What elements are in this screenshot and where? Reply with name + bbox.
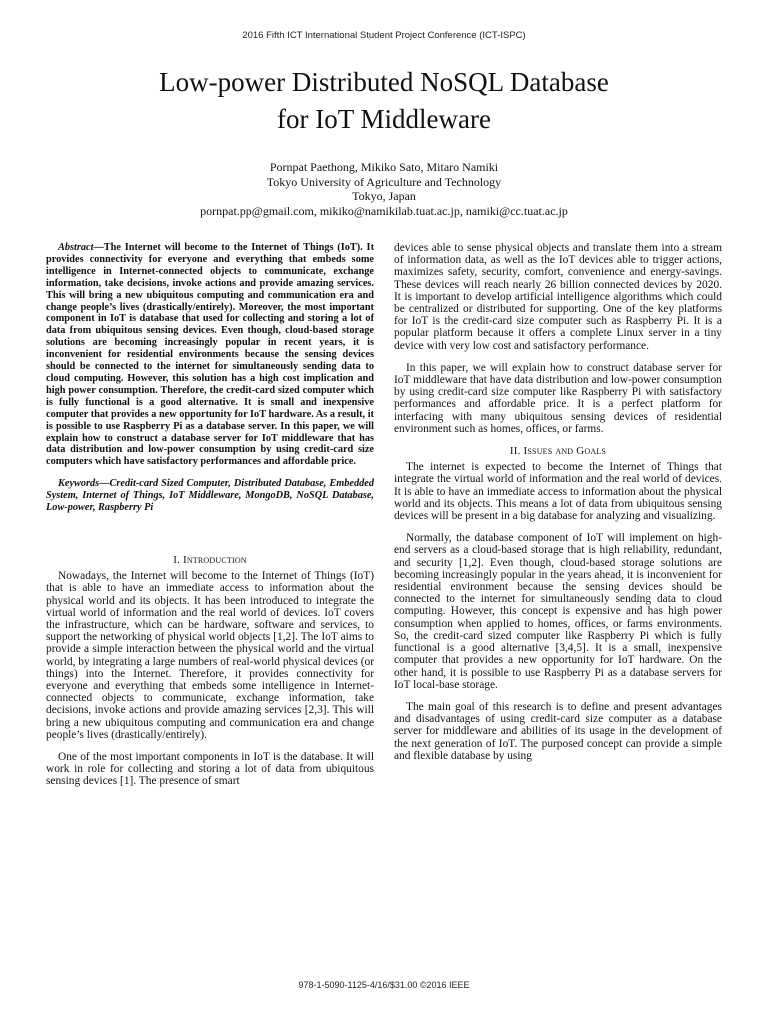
abstract bbox=[46, 242, 374, 468]
keywords bbox=[46, 478, 374, 514]
paragraph: The main goal of this research is to define and present advantages and disadvantages of using credit-card size computer as a database server for middleware and abilities of its usage in the development of the next generation of IoT. The purposed concept can provide a simple and flexible database by using bbox=[394, 700, 722, 762]
paragraph: Normally, the database component of IoT will implement on high-end servers as a cloud-based storage that is high reliability, redundant, and security [1,2]. Even though, cloud-based storage solutions are becoming increasingly popular in the years ahead, it is inconvenient for residential environment because the sensing devices should be connected to the internet for simultaneously sending data to cloud computing. However, this concept is expensive and has high power consumption when applied to homes, offices, or farms environments. So, the credit-card sized computer like Raspberry Pi which is fully functional is a good alternative [3,4,5]. It is a small, inexpensive computer that provides a new opportunity for IoT hardware. On the other hand, it is possible to use Raspberry Pi as a database servers for IoT local-base storage. bbox=[394, 532, 722, 691]
paragraph: Nowadays, the Internet will become to the Internet of Things (IoT) that is able to have an immediate access to information about the physical world and its objects. It has been introduced to integrate the virtual world of information and the real world of devices. IoT covers the infrastructure, which can be hardware, software and services, to support the networking of physical world objects [1,2]. The IoT aims to provide a simple interaction between the physical world and the virtual world, by integrating a large numbers of real-world physical devices (or things) into the Internet. Therefore, it provides connectivity for everyone and everything that embeds some intelligence in Internet-connected objects to communicate, exchange information, take decisions, invoke actions and provide amazing services [2,3]. This will bring a new ubiquitous computing and communication era and change people’s lives (drastically/entirely). bbox=[46, 570, 374, 741]
conference-header: 2016 Fifth ICT International Student Project Conference (ICT-ISPC) bbox=[242, 30, 526, 41]
title-line-1: Low-power Distributed NoSQL Database bbox=[159, 67, 609, 97]
keywords-text: —Credit-card Sized Computer, Distributed Database, Embedded System, Internet of Things, IoT Middleware, MongoDB, NoSQL Database, Low-power, Raspberry Pi bbox=[46, 478, 374, 514]
author-names: Pornpat Paethong, Mikiko Sato, Mitaro Namiki bbox=[269, 160, 499, 174]
abstract-label: Abstract bbox=[58, 242, 94, 253]
section-heading-issues-goals: II. Issues and Goals bbox=[509, 445, 607, 458]
abstract-text: —The Internet will become to the Internet of Things (IoT). It provides connectivity for everyone and everything that embeds some intelligence in Internet-connected objects to communicate, exchange information, take decisions, invoke actions and provide amazing services. This will bring a new ubiquitous computing and communication era and change people’s lives (drastically/entirely). Moreover, the most important component in IoT is database that used for collecting and storing a lot of data from ubiquitous sensing devices. Even though, cloud-based storage solutions are becoming increasingly popular in recent years, it is inconvenient for residential environments because the sensing devices should be connected to the internet for simultaneously sending data to cloud computing. However, this solution has a high cost implication and high power consumption. Therefore, the credit-card sized computer which is fully functional is a good alternative. It is small and inexpensive computer that provides a new opportunity for IoT hardware. As a result, it is possible to use Raspberry Pi as a database server. In this paper, we will explain how to construct a database server for IoT middleware that has data distribution and low-power consumption by using credit-card size computers which have satisfactory performances and affordable price. bbox=[46, 242, 374, 468]
author-block bbox=[40, 160, 728, 218]
title-line-2: for IoT Middleware bbox=[277, 104, 491, 134]
copyright-footer: 978-1-5090-1125-4/16/$31.00 ©2016 IEEE bbox=[298, 980, 470, 990]
paragraph: One of the most important components in IoT is the database. It will work in role for collecting and storing a lot of data from ubiquitous sensing devices [1]. The presence of smart bbox=[46, 750, 374, 788]
paragraph: In this paper, we will explain how to construct database server for IoT middleware that have data distribution and low-power consumption by using credit-card size computer like Raspberry Pi with satisfactory performances and affordable price. It is a perfect platform for interfacing with many ubiquitous sensing devices of residential environment such as homes, offices, or farms. bbox=[394, 361, 722, 435]
left-column bbox=[46, 242, 374, 788]
section-heading-introduction: I. Introduction bbox=[173, 553, 247, 566]
keywords-label: Keywords bbox=[58, 478, 100, 490]
author-emails: pornpat.pp@gmail.com, mikiko@namikilab.tuat.ac.jp, namiki@cc.tuat.ac.jp bbox=[200, 203, 568, 218]
paragraph: devices able to sense physical objects and translate them into a stream of information data, as well as the IoT devices able to trigger actions, maximizes safety, security, comfort, convenience and energy-savings. These devices will reach nearly 26 billion connected devices by 2020. It is important to develop artificial intelligence algorithms which could be centralized or distributed for supporting. One of the key platforms for IoT is the credit-card size computer such as Raspberry Pi. It is a popular platform because it offers a complete Linux server in a tiny device with very low cost and satisfactory performance. bbox=[394, 242, 722, 352]
author-location: Tokyo, Japan bbox=[352, 189, 416, 203]
paper-title bbox=[40, 64, 728, 138]
paragraph: The internet is expected to become the Internet of Things that integrate the virtual world of information and the real world of devices. It is able to have an immediate access to information about the physical world and its objects. This means a lot of data from ubiquitous sensing devices will be present in a big database for analyzing and visualizing. bbox=[394, 461, 722, 523]
author-affiliation: Tokyo University of Agriculture and Technology bbox=[266, 174, 502, 189]
right-column bbox=[394, 242, 722, 762]
